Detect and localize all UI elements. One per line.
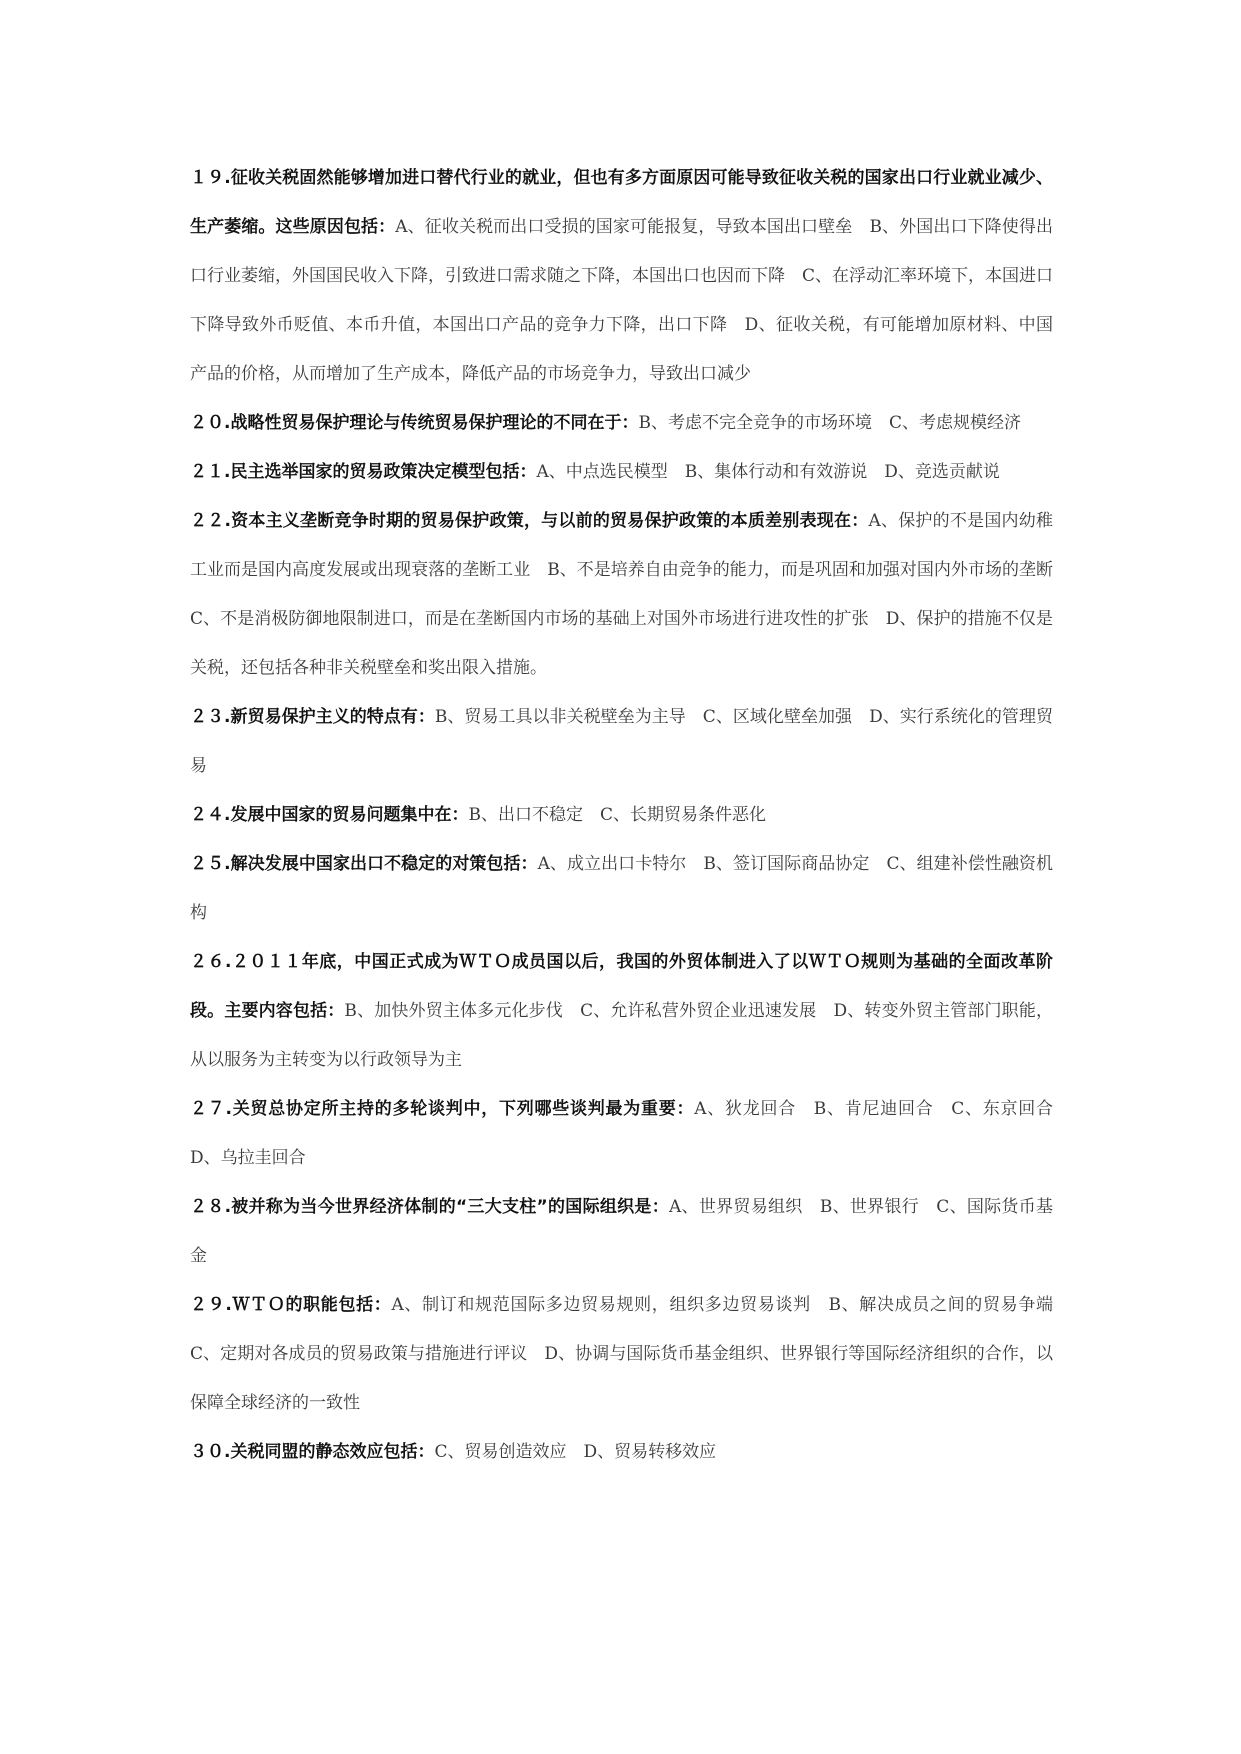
question-19 xyxy=(190,154,1053,399)
question-29 xyxy=(190,1281,1070,1428)
question-stem: １９.征收关税固然能够增加进口替代行业的就业，但也有多方面原因可能导致征收关税的国家出口行业就业减少、生产萎缩。这些原因包括： xyxy=(190,168,1053,237)
question-answer: A、狄龙回合 B、肯尼迪回合 C、东京回合 D、乌拉圭回合 xyxy=(190,1099,1070,1168)
question-answer: B、加快外贸主体多元化步伐 C、允许私营外贸企业迅速发展 D、转变外贸主管部门职能，从以服务为主转变为以行政领导为主 xyxy=(190,1001,1053,1070)
question-27 xyxy=(190,1085,1070,1183)
question-stem: ２１.民主选举国家的贸易政策决定模型包括： xyxy=(190,462,537,482)
question-stem: ２２.资本主义垄断竞争时期的贸易保护政策，与以前的贸易保护政策的本质差别表现在： xyxy=(190,511,869,531)
question-answer: A、制订和规范国际多边贸易规则，组织多边贸易谈判 B、解决成员之间的贸易争端 C、定期对各成员的贸易政策与措施进行评议 D、协调与国际货币基金组织、世界银行等国际经济组织的合作，以保障全球经济的一致性 xyxy=(190,1295,1070,1413)
question-stem: ２７.关贸总协定所主持的多轮谈判中，下列哪些谈判最为重要： xyxy=(190,1099,695,1119)
question-30 xyxy=(190,1428,1053,1477)
question-stem: ３０.关税同盟的静态效应包括： xyxy=(190,1442,435,1462)
question-stem: ２４.发展中国家的贸易问题集中在： xyxy=(190,805,469,825)
question-26 xyxy=(190,938,1053,1085)
document-page xyxy=(190,154,1070,1477)
question-answer: B、考虑不完全竞争的市场环境 C、考虑规模经济 xyxy=(638,413,1021,433)
question-23 xyxy=(190,693,1053,791)
question-stem: ２５.解决发展中国家出口不稳定的对策包括： xyxy=(190,854,538,874)
question-stem: ２８.被并称为当今世界经济体制的“三大支柱”的国际组织是： xyxy=(190,1197,669,1217)
question-22 xyxy=(190,497,1070,693)
question-answer: A、中点选民模型 B、集体行动和有效游说 D、竞选贡献说 xyxy=(536,462,1000,482)
question-answer: B、贸易工具以非关税壁垒为主导 C、区域化壁垒加强 D、实行系统化的管理贸易 xyxy=(190,707,1053,776)
question-answer: C、贸易创造效应 D、贸易转移效应 xyxy=(434,1442,717,1462)
question-answer: A、征收关税而出口受损的国家可能报复，导致本国出口壁垒 B、外国出口下降使得出口行业萎缩，外国国民收入下降，引致进口需求随之下降，本国出口也因而下降 C、在浮动汇率环境下，本国进口下降导致外币贬值、本币升值，本国出口产品的竞争力下降，出口下降 D、征收关税，有可能增加原材料、中国产品的价格，从而增加了生产成本，降低产品的市场竞争力，导致出口减少 xyxy=(190,217,1054,384)
question-25 xyxy=(190,840,1053,938)
question-answer: B、出口不稳定 C、长期贸易条件恶化 xyxy=(468,805,766,825)
question-24 xyxy=(190,791,1053,840)
question-20 xyxy=(190,399,1053,448)
question-28 xyxy=(190,1183,1053,1281)
question-answer: A、世界贸易组织 B、世界银行 C、国际货币基金 xyxy=(190,1197,1053,1266)
question-answer: A、成立出口卡特尔 B、签订国际商品协定 C、组建补偿性融资机构 xyxy=(190,854,1053,923)
question-answer: A、保护的不是国内幼稚工业而是国内高度发展或出现衰落的垄断工业 B、不是培养自由竞争的能力，而是巩固和加强对国内外市场的垄断 C、不是消极防御地限制进口，而是在垄断国内市场的基础上对国外市场进行进攻性的扩张 D、保护的措施不仅是关税，还包括各种非关税壁垒和奖出限入措施。 xyxy=(190,511,1070,678)
question-21 xyxy=(190,448,1053,497)
question-stem: ２３.新贸易保护主义的特点有： xyxy=(190,707,435,727)
question-stem: ２９.ＷＴＯ的职能包括： xyxy=(190,1295,392,1315)
question-stem: ２０.战略性贸易保护理论与传统贸易保护理论的不同在于： xyxy=(190,413,639,433)
question-stem: ２６.２０１１年底，中国正式成为ＷＴＯ成员国以后，我国的外贸体制进入了以ＷＴＯ规则为基础的全面改革阶段。主要内容包括： xyxy=(190,952,1053,1021)
